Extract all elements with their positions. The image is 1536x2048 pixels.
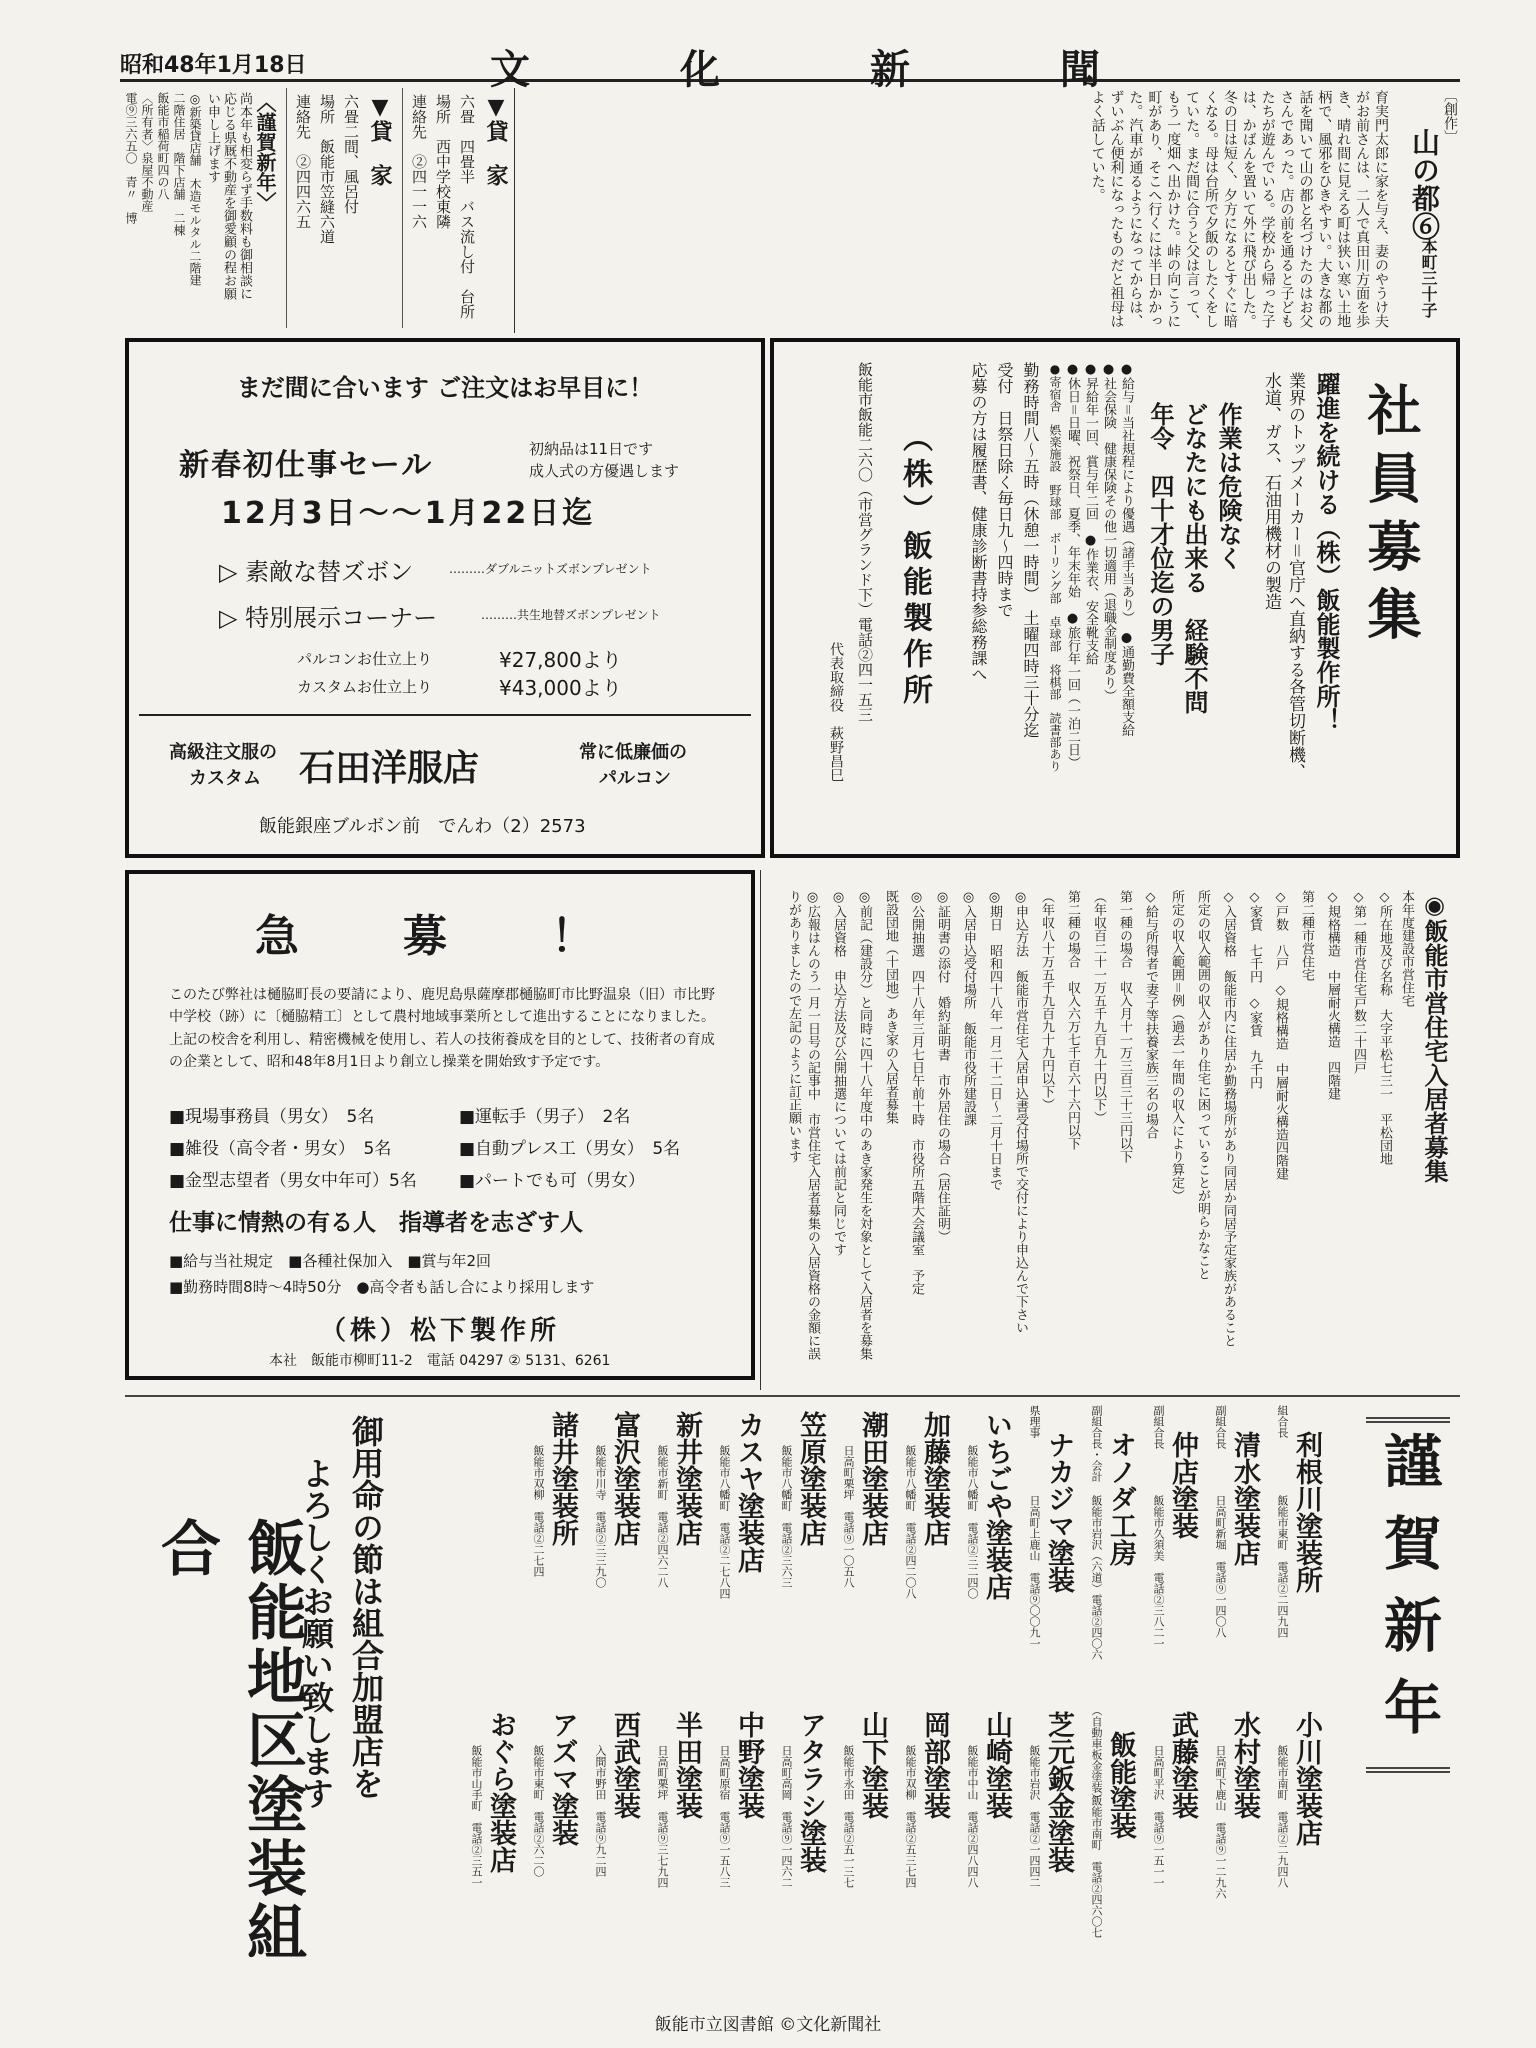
guild-member xyxy=(712,1705,772,2000)
guild-greeting: 謹賀新年 xyxy=(1366,1417,1450,1773)
job-item: ■現場事務員（男女） 5名 xyxy=(169,1107,375,1127)
recruit-term: 受付 日祭日除く毎日九〜四時まで xyxy=(995,362,1014,618)
member-name: 中野塗装 xyxy=(733,1711,764,1819)
rental-line: 連絡先 ②四一一六 xyxy=(410,94,428,229)
urgent-title: 急 募 ！ xyxy=(255,911,625,962)
member-name: 小川塗装店 xyxy=(1291,1711,1322,1846)
housing-title: ◉飯能市営住宅入居者募集 xyxy=(1420,890,1449,1183)
issue-date: 昭和48年1月18日 xyxy=(120,53,307,78)
guild-member xyxy=(1022,1405,1082,1700)
notice-line: 電⑨三六五〇 青〃 博 xyxy=(124,92,138,224)
shop-address: 飯能銀座ブルボン前 でんわ（2）2573 xyxy=(259,816,586,837)
sale-title: 新春初仕事セール xyxy=(179,448,434,483)
recruit-term: ●寄宿舎 娯楽施設 野球部 ボーリング部 卓球部 将棋部 読書部あり xyxy=(1048,362,1062,772)
story-title: 山の都⑥ xyxy=(1408,128,1441,240)
sale-item-note: ………共生地替ズボンプレゼント xyxy=(481,608,661,622)
guild-member xyxy=(464,1705,524,2000)
housing-line: （年収八十万五千九百九十九円以下） xyxy=(1039,890,1054,1111)
housing-line: ◇給与所得者で妻子等扶養家族三名の場合 xyxy=(1143,890,1158,1139)
member-info: 飯能市新町 電話②四六二八 xyxy=(656,1445,669,1588)
guild-member xyxy=(650,1405,710,1700)
urgent-terms: ■勤務時間8時〜4時50分 ●高令者も話し合により採用します xyxy=(169,1278,595,1296)
member-name: 山崎塗装 xyxy=(981,1711,1012,1819)
guild-member xyxy=(1270,1705,1330,2000)
member-name: 新井塗装店 xyxy=(671,1411,702,1546)
notice-line: ◎新築貸店舗 木造モルタル二階建 xyxy=(188,92,202,286)
notice-line: い申し上げます xyxy=(205,92,220,183)
member-name: 仲店塗装 xyxy=(1167,1431,1198,1539)
member-info: 飯能市八幡町 電話②三二四〇 xyxy=(966,1445,979,1599)
member-info: 飯能市八幡町 電話②四二〇八 xyxy=(904,1445,917,1599)
recruit-lead: 業界のトップメーカー＝官庁へ直納する各管切断機、 xyxy=(1285,372,1305,780)
member-info: 飯能市岩沢 電話②一四四二 xyxy=(1028,1745,1041,1888)
recruit-term: 応募の方は履歴書、健康診断書持参総務課へ xyxy=(969,362,988,682)
housing-line: ◇戸数 八戸 ◇規格構造 中層耐火構造四階建 xyxy=(1273,890,1288,1180)
divider xyxy=(139,714,751,716)
member-info: 飯能市双柳 電話②二七四 xyxy=(532,1445,545,1577)
rental-listing-1 xyxy=(402,88,512,328)
recruit-catch: 作業は危険なく xyxy=(1214,402,1243,570)
guild-member xyxy=(588,1405,648,1700)
guild-member xyxy=(1146,1405,1206,1700)
painters-guild-ad xyxy=(125,1395,1460,2005)
member-info: 飯能市永田 電話②五一三七 xyxy=(842,1745,855,1888)
member-name: 笠原塗装店 xyxy=(795,1411,826,1546)
member-name: おぐら塗装店 xyxy=(485,1711,516,1873)
guild-members xyxy=(450,1405,1330,2005)
rental-title: ▼貸 家 xyxy=(367,94,393,186)
member-info: 飯能市南町 電話②二九四八 xyxy=(1276,1745,1289,1888)
housing-line: 第二種市営住宅 xyxy=(1299,890,1314,981)
member-name: 清水塗装店 xyxy=(1229,1431,1260,1566)
housing-body xyxy=(764,890,1394,1370)
guild-member xyxy=(526,1405,586,1700)
recruit-term: ●休日＝日曜、祝祭日、夏季、年末年始 ●旅行年一回（一泊二日） xyxy=(1065,362,1080,769)
housing-line: ◎入居申込受付場所 飯能市役所建設課 xyxy=(961,890,976,1126)
municipal-housing-notice xyxy=(760,870,1460,1390)
rental-line: 場所 西中学校東隣 xyxy=(434,94,452,229)
member-info: 日高町栗坪 電話⑨三七九四 xyxy=(656,1745,669,1888)
matsushita-ad xyxy=(125,870,755,1380)
guild-member xyxy=(836,1405,896,1700)
guild-member xyxy=(1270,1405,1330,1700)
member-info: 飯能市中山 電話②四八四八 xyxy=(966,1745,979,1888)
member-info: 飯能市岩沢（六道）電話②四〇六 xyxy=(1090,1495,1103,1660)
housing-line: ◎期日 昭和四十八年一月二十二日〜二月十日まで xyxy=(987,890,1002,1191)
member-info: 飯能市川寺 電話②三三九〇 xyxy=(594,1445,607,1588)
member-info: 日高町上鹿山 電話⑨〇〇九一 xyxy=(1028,1495,1041,1649)
sale-note: 成人式の方優遇します xyxy=(529,462,680,480)
member-name: 半田塗装 xyxy=(671,1711,702,1819)
member-name: 西武塗装 xyxy=(609,1711,640,1819)
housing-line: ◎証明書の添付 婚約証明書 市外居住の場合（居住証明） xyxy=(935,890,950,1243)
price-value: ¥27,800より xyxy=(499,648,622,672)
guild-member xyxy=(774,1705,834,2000)
guild-member xyxy=(1208,1405,1268,1700)
recruit-address: 飯能市飯能二六〇（市営グランド下）電話②四一五三 xyxy=(856,362,874,722)
guild-member xyxy=(1208,1705,1268,2000)
urgent-slogan: 仕事に情熱の有る人 指導者を志ざす人 xyxy=(169,1210,583,1236)
housing-line: 第二種の場合 収入六万七千百六十六円以下 xyxy=(1065,890,1080,1150)
sale-item: ▷ 特別展示コーナー xyxy=(219,604,438,632)
housing-line: ◎入居資格 申込方法及び公開抽選については前記と同じです xyxy=(831,890,846,1256)
housing-line: 既設団地（十団地）あき家の入居者募集 xyxy=(883,890,898,1124)
member-info: 飯能市双柳 電話②五三七四 xyxy=(904,1745,917,1888)
job-item: ■雑役（高令者・男女） 5名 xyxy=(169,1139,392,1159)
recruit-term: 勤務時間八〜五時（休憩一時間） 土曜四時三十分迄 xyxy=(1021,362,1040,738)
member-role: 副組合長・会計 xyxy=(1090,1405,1103,1482)
member-info: 飯能市八幡町 電話②二七八四 xyxy=(718,1445,731,1599)
sale-item-note: ………ダブルニットズボンプレゼント xyxy=(449,562,652,576)
housing-line: ◎広報はんのう一月一日号の記事中 市営住宅入居者募集の入居資格の金額に誤りがありましたので左記のように訂正願います xyxy=(786,890,820,1360)
rental-title: ▼貸 家 xyxy=(483,94,509,186)
member-info: 飯能市久須美 電話②三八二一 xyxy=(1152,1495,1165,1649)
price-label: カスタムお仕立上り xyxy=(297,678,433,696)
housing-line: ◇所在地及び名称 大字平松七三一 平松団地 xyxy=(1377,890,1392,1165)
member-name: 加藤塗装店 xyxy=(919,1411,950,1546)
notice-line: 飯能市稲荷町四の八 xyxy=(156,92,170,200)
story-label: 〔創作〕 xyxy=(1442,88,1458,144)
housing-line: ◎公開抽選 四十八年三月七日午前十時 市役所五階大会議室 予定 xyxy=(909,890,924,1295)
notice-line: 尚本年も相変らず手数料も御相談に xyxy=(237,92,252,300)
member-name: ナカジマ塗装 xyxy=(1043,1431,1074,1593)
member-info: 日高町平沢 電話⑨一五一一 xyxy=(1152,1745,1165,1888)
member-info: 日高町高岡 電話⑨一四六二 xyxy=(780,1745,793,1888)
guild-member xyxy=(898,1705,958,2000)
guild-message: 御用命の節は組合加盟店を xyxy=(347,1415,385,1799)
housing-line: （年収百二十一万五千九百九十円以下） xyxy=(1091,890,1106,1124)
member-info: 日高町原宿 電話⑨一五八三 xyxy=(718,1745,731,1888)
recruit-catch: どなたにも出来る 経験不問 xyxy=(1180,402,1209,714)
member-name: オノダ工房 xyxy=(1105,1431,1136,1566)
job-item: ■自動プレス工（男女） 5名 xyxy=(459,1139,681,1159)
member-name: 飯能塗装 xyxy=(1105,1731,1136,1839)
housing-line: ◎申込方法 飯能市営住宅入居申込書受付場所で交付により申込んで下さい xyxy=(1013,890,1028,1334)
guild-member xyxy=(1084,1705,1144,2000)
housing-line: ◇第一種市営住宅戸数二十四戸 xyxy=(1351,890,1366,1074)
recruitment-ad xyxy=(770,338,1460,858)
serial-story xyxy=(520,88,1460,333)
member-info: 入間市野田 電話⑨九二四 xyxy=(594,1745,607,1877)
member-info: 飯能市東町 電話②六二〇 xyxy=(532,1745,545,1877)
member-info: 日高町新堀 電話⑨一四〇八 xyxy=(1214,1495,1227,1638)
recruit-lead: 躍進を続ける（株）飯能製作所！ xyxy=(1312,372,1341,732)
member-info: 飯能市八幡町 電話②三六三 xyxy=(780,1445,793,1588)
member-role: 副組合長 xyxy=(1152,1405,1165,1449)
recruit-term: ●昇給年一回、賞与年二回 ●作業衣、安全靴支給 xyxy=(1083,362,1098,665)
member-name: 富沢塗装店 xyxy=(609,1411,640,1546)
member-role: （自動車板金塗装） xyxy=(1090,1705,1103,1804)
member-name: 潮田塗装店 xyxy=(857,1411,888,1546)
member-role: 県理事 xyxy=(1028,1405,1041,1438)
recruit-term: ●給与＝当社規程により優遇（諸手当あり） ●通勤費全額支給 xyxy=(1119,362,1134,737)
paper-title: 文化新聞 xyxy=(490,46,1250,93)
recruit-rep: 代表取締役 萩野昌巳 xyxy=(828,642,844,782)
guild-message: よろしくお願い致します xyxy=(297,1457,335,1809)
notice-title: 〈謹賀新年〉 xyxy=(253,92,277,212)
shop-tagline: 常に低廉価の xyxy=(579,742,687,763)
guild-member xyxy=(898,1405,958,1700)
masthead xyxy=(120,40,1460,93)
member-name: 利根川塗装所 xyxy=(1291,1431,1322,1593)
sale-item: ▷ 素敵な替ズボン xyxy=(219,558,414,586)
price-label: パルコンお仕立上り xyxy=(297,650,433,668)
guild-member xyxy=(836,1705,896,2000)
member-name: 山下塗装 xyxy=(857,1711,888,1819)
member-name: アズマ塗装 xyxy=(547,1711,578,1846)
guild-member xyxy=(712,1405,772,1700)
price-value: ¥43,000より xyxy=(499,676,622,700)
recruit-company: （株）飯能製作所 xyxy=(897,422,932,710)
housing-line: 所定の収入範囲の収入があり住宅に困っていることが明らかなこと xyxy=(1195,890,1210,1280)
rental-line: 六畳 四畳半 バス流し付 台所 xyxy=(458,94,476,319)
urgent-company: （株）松下製作所 xyxy=(319,1316,560,1346)
shop-tagline: 高級注文服の xyxy=(169,742,277,763)
housing-subtitle: 本年度建設市営住宅 xyxy=(1399,890,1414,1007)
rental-listing-2 xyxy=(286,88,396,328)
member-role: 組合長 xyxy=(1276,1405,1289,1438)
guild-member xyxy=(774,1405,834,1700)
housing-line: 第一種の場合 収入月十一万三百三十三円以下 xyxy=(1117,890,1132,1163)
housing-line: ◇入居資格 飯能市内に住居か勤務場所があり同居か同居予定家族があること xyxy=(1221,890,1236,1347)
housing-line: 所定の収入範囲＝例（過去一年間の収入により算定） xyxy=(1169,890,1184,1202)
urgent-address: 本社 飯能市柳町11-2 電話 04297 ② 5131、6261 xyxy=(269,1353,611,1369)
story-text: 育実門太郎に家を与え、妻のやうけ夫がお前さんは、二人で真田川方面を歩き、晴れ間に見える町は狭い寒い土地柄で、風邪をひきやすい。大きな都の話を聞いて山の都と名づけたのはお父さんであった。店の前を通ると子どもたちが遊んでいる。学校から帰った子は、かばんを置いて外に飛び出した。冬の日は短く、夕方になるとすぐに暗くなる。母は台所で夕飯のしたくをしていた。まだ間に合うと父は言って、もう一度畑へ出かけた。峠の向こうに町があり、そこへ行くには半日かかった。汽車が通るようになってからは、ずいぶん便利になったものだと祖母はよく話していた。 xyxy=(1089,90,1389,328)
housing-line: ◇家賃 七千円 ◇家賃 九千円 xyxy=(1247,890,1262,1089)
guild-member xyxy=(588,1705,648,2000)
urgent-body: このたび弊社は樋脇町長の要請により、鹿児島県薩摩郡樋脇町市比野温泉（旧）市比野中学校（跡）に〔樋脇精工〕として農村地域事業所として進出することになりました。上記の校舎を利用し、精密機械を使用し、若人の技術養成を目的として、技術者の育成の企業として、昭和48年8月1日より創立し操業を開始致す予定です。 xyxy=(169,987,715,1071)
rental-line: 六畳二間、風呂付 xyxy=(342,94,360,214)
guild-member xyxy=(1022,1705,1082,2000)
notice-line: 二階住居 階下店舗 二棟 xyxy=(172,92,186,236)
guild-member xyxy=(960,1405,1020,1700)
new-year-notice xyxy=(120,88,280,328)
member-name: アタラシ塗装 xyxy=(795,1711,826,1873)
member-info: 飯能市山手町 電話②三五一 xyxy=(470,1745,483,1888)
rental-line: 場所 飯能市笠縫六道 xyxy=(318,94,336,244)
housing-line: ◇規格構造 中層耐火構造 四階建 xyxy=(1325,890,1340,1100)
member-name: いちごや塗装店 xyxy=(981,1411,1012,1600)
rental-line: 連絡先 ②四四六五 xyxy=(294,94,312,229)
classified-column xyxy=(120,88,515,333)
story-author: 本町三十子 xyxy=(1419,238,1438,318)
member-name: 諸井塗装所 xyxy=(547,1411,578,1546)
urgent-terms: ■給与当社規定 ■各種社保加入 ■賞与年2回 xyxy=(169,1252,492,1270)
member-name: カスヤ塗装店 xyxy=(733,1411,764,1573)
guild-member xyxy=(526,1705,586,2000)
member-info: 飯能市東町 電話②二四九四 xyxy=(1276,1495,1289,1638)
guild-member xyxy=(1084,1405,1144,1700)
notice-line: 〈所有者〉泉屋不動産 xyxy=(140,92,154,212)
footer-credit: 飯能市立図書館 ©文化新聞社 xyxy=(654,2015,882,2035)
sale-period: 12月3日～～1月22日迄 xyxy=(221,496,596,531)
job-item: ■運転手（男子） 2名 xyxy=(459,1107,631,1127)
ishida-tailor-ad xyxy=(125,338,765,858)
recruit-term: ●社会保険 健康保険その他一切適用（退職金制度あり） xyxy=(1101,362,1116,702)
member-role: 副組合長 xyxy=(1214,1405,1227,1449)
shop-name: 石田洋服店 xyxy=(299,748,480,789)
recruit-lead: 水道、ガス、石油用機材の製造 xyxy=(1261,372,1281,610)
member-info: 日高町栗坪 電話⑨一〇五八 xyxy=(842,1445,855,1588)
shop-tagline: パルコン xyxy=(599,768,671,789)
member-info: 日高町下鹿山 電話⑨一二九六 xyxy=(1214,1745,1227,1899)
guild-member xyxy=(1146,1705,1206,2000)
job-item: ■金型志望者（男女中年可）5名 xyxy=(169,1171,417,1191)
member-name: 芝元鈑金塗装 xyxy=(1043,1711,1074,1873)
housing-line: ◎前記（建設分）と同時に四十八年度中のあき家発生を対象として入居者を募集 xyxy=(857,890,872,1360)
member-info: 飯能市南町 電話②四六〇七 xyxy=(1090,1795,1103,1938)
recruit-catch: 年令 四十才位迄の男子 xyxy=(1146,402,1175,666)
sale-note: 初納品は11日です xyxy=(529,440,654,458)
guild-name: 飯能地区塗装組合 xyxy=(151,1517,307,1965)
member-name: 岡部塗装 xyxy=(919,1711,950,1819)
guild-member xyxy=(960,1705,1020,2000)
recruit-title: 社員募集 xyxy=(1359,382,1423,654)
notice-line: 応じる県厩不動産を御愛顧の程お願 xyxy=(221,92,236,300)
shop-tagline: カスタム xyxy=(189,768,261,789)
member-name: 水村塗装 xyxy=(1229,1711,1260,1819)
member-name: 武藤塗装 xyxy=(1167,1711,1198,1819)
job-item: ■パートでも可（男女） xyxy=(459,1171,646,1191)
ad-headline: まだ間に合います ご注文はお早目に！ xyxy=(236,374,654,402)
guild-member xyxy=(650,1705,710,2000)
